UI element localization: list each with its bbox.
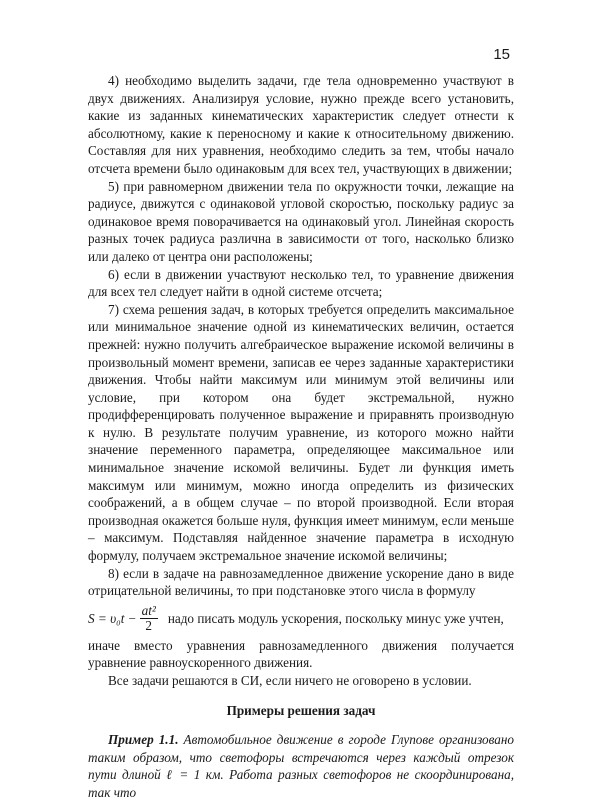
page-content [88, 72, 514, 802]
formula-lhs: S = υ₀t − [88, 610, 137, 626]
paragraph-item-5: 5) при равномерном движении тела по окружности точки, лежащие на радиусе, движутся с одинаковой угловой скоростью, поскольку радиус за одинаковое время поворачивается на одинаковый угол. Линейная скорость разных точек радиуса различна в зависимости от того, насколько близко или далеко от центра они расположены; [88, 178, 514, 264]
formula-trailing-text: надо писать модуль ускорения, поскольку минус уже учтен, [167, 610, 504, 626]
formula-numerator: at² [141, 602, 156, 618]
formula-denominator: 2 [145, 617, 152, 633]
paragraph-item-7: 7) схема решения задач, в которых требуется определить максимальное или минимальное значение одной из кинематических величин, остается прежней: нужно получить алгебраическое выражение искомой величины в произвольный момент времени, записав ее через заданные характеристики движения. Чтобы найти максимум или минимум этой величины или условие, при котором она будет экстремальной, нужно продифференцировать полученное выражение и приравнять производную к нулю. В результате получим уравнение, из которого можно найти значение переменного параметра, определяющее максимальное или минимальное значение искомой величины. Будет ли функция иметь максимум или минимум, можно иногда определить из физических соображений, а в общем случае – по второй производной. Если вторая производная окажется больше нуля, функция имеет минимум, если меньше – максимум. Подставляя найденное значение параметра в исходную формулу, получаем экстремальное значение искомой величины; [88, 301, 514, 564]
paragraph-item-6: 6) если в движении участвуют несколько тел, то уравнение движения для всех тел следует найти в одной системе отсчета; [88, 266, 514, 300]
example-label: Пример 1.1. [108, 732, 179, 748]
paragraph-item-8-tail: иначе вместо уравнения равнозамедленного движения получается уравнение равноускоренного движения. [88, 637, 514, 671]
paragraph-item-8: 8) если в задаче на равнозамедленное движение ускорение дано в виде отрицательной величины, то при подстановке этого числа в формулу [88, 565, 514, 599]
section-heading: Примеры решения задач [226, 702, 376, 718]
formula-line [88, 604, 514, 633]
example-text: Автомобильное движение в городе Глупове организовано таким образом, что светофоры встречаются через каждый отрезок пути длиной ℓ = 1 км. Работа разных светофоров не скоординирована, так что [88, 732, 515, 800]
example-paragraph [88, 731, 514, 801]
formula-fraction [140, 604, 158, 633]
paragraph-item-4: 4) необходимо выделить задачи, где тела одновременно участвуют в двух движениях. Анализируя условие, нужно прежде всего установить, какие из заданных кинематических характеристик следует отнести к абсолютному, какие к переносному и какие к относительному движению. Составляя для них уравнения, необходимо следить за тем, чтобы начало отсчета времени было одинаковым для всех тел, участвующих в движении; [88, 73, 514, 176]
distance-formula [88, 604, 158, 633]
page-number: 15 [493, 46, 510, 63]
si-note: Все задачи решаются в СИ, если ничего не оговорено в условии. [108, 673, 472, 688]
